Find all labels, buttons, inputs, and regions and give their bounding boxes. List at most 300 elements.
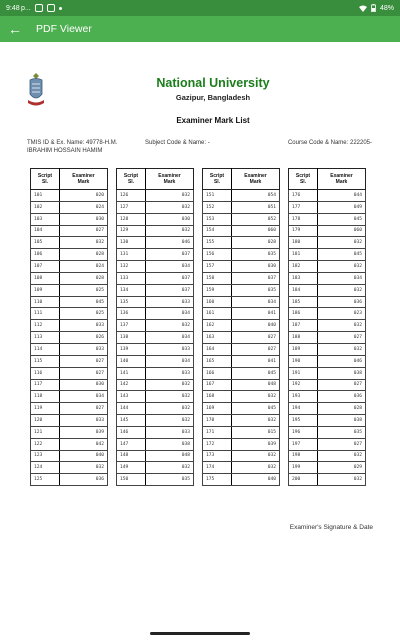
table-row [117,391,194,403]
examiner-mark-cell: 044 [318,190,366,202]
examiner-mark-cell: 037 [146,272,194,284]
script-sl-cell: 108 [31,272,60,284]
examiner-mark-cell: 029 [318,462,366,474]
table-row [31,332,108,344]
table-row [203,415,280,427]
examiner-mark-cell: 027 [232,343,280,355]
table-row [31,237,108,249]
examiner-mark-cell: 038 [318,367,366,379]
script-sl-cell: 141 [117,367,146,379]
wifi-icon [359,5,367,12]
examiner-mark-cell: 030 [60,379,108,391]
table-row [289,261,366,273]
table-row [31,249,108,261]
examiner-mark-cell: 032 [318,474,366,486]
examiner-mark-header-line1: Examiner [330,172,353,179]
script-sl-cell: 114 [31,343,60,355]
script-sl-cell: 117 [31,379,60,391]
examiner-mark-cell: 032 [318,450,366,462]
examiner-mark-cell: 060 [318,225,366,237]
table-row [203,225,280,237]
examiner-mark-cell: 045 [60,296,108,308]
examiner-mark-cell: 045 [232,403,280,415]
table-row [117,272,194,284]
mark-table-4 [288,168,366,486]
script-sl-cell: 159 [203,284,232,296]
script-sl-cell: 133 [117,272,146,284]
examiner-mark-cell: 035 [232,284,280,296]
script-sl-cell: 116 [31,367,60,379]
script-sl-cell: 135 [117,296,146,308]
table-row [203,320,280,332]
script-sl-cell: 161 [203,308,232,320]
script-sl-cell: 173 [203,450,232,462]
script-sl-cell: 137 [117,320,146,332]
battery-level: 48% [379,4,394,12]
examiner-mark-cell: 039 [60,426,108,438]
examiner-mark-header [146,169,194,190]
script-sl-cell: 106 [31,249,60,261]
script-sl-cell: 183 [289,272,318,284]
table-row [31,450,108,462]
table-row [289,438,366,450]
script-sl-cell: 199 [289,462,318,474]
app-title: PDF Viewer [36,23,92,35]
examiner-mark-cell: 037 [232,272,280,284]
table-row [31,261,108,273]
script-sl-cell: 185 [289,296,318,308]
status-bar [0,0,400,16]
examiner-mark-cell: 030 [232,261,280,273]
script-sl-cell: 120 [31,415,60,427]
script-sl-cell: 182 [289,261,318,273]
examiner-mark-cell: 046 [146,237,194,249]
examiner-mark-cell: 033 [146,367,194,379]
table-row [31,308,108,320]
table-row [203,474,280,486]
examiner-mark-header-line1: Examiner [72,172,95,179]
table-row [289,379,366,391]
script-sl-cell: 144 [117,403,146,415]
script-sl-header-line1: Script [123,172,139,179]
examiner-mark-cell: 046 [318,355,366,367]
examiner-mark-cell: 045 [318,213,366,225]
table-row [289,272,366,284]
table-row [117,249,194,261]
examiner-mark-cell: 039 [232,438,280,450]
script-sl-header [117,169,146,190]
examiner-mark-cell: 040 [232,320,280,332]
script-sl-cell: 180 [289,237,318,249]
examiner-mark-header-line2: Mark [163,179,176,185]
examiner-mark-cell: 045 [318,249,366,261]
examiner-mark-cell: 032 [318,284,366,296]
examiner-mark-cell: 032 [146,415,194,427]
table-row [289,367,366,379]
mark-table-2 [116,168,194,486]
table-header-row [117,169,194,190]
table-row [117,320,194,332]
status-time: 9:48 p... [6,4,31,12]
script-sl-cell: 130 [117,237,146,249]
navigation-bar [0,628,400,640]
table-row [203,201,280,213]
script-sl-cell: 171 [203,426,232,438]
table-row [289,355,366,367]
examiner-mark-cell: 027 [60,355,108,367]
examiner-mark-cell: 020 [60,190,108,202]
table-row [289,332,366,344]
table-row [117,332,194,344]
script-sl-cell: 157 [203,261,232,273]
examiner-mark-cell: 032 [232,462,280,474]
examiner-mark-cell: 033 [146,426,194,438]
script-sl-cell: 129 [117,225,146,237]
examiner-mark-cell: 048 [232,379,280,391]
examiner-mark-cell: 027 [60,403,108,415]
examiner-name: IBRAHIM HOSSAIN HAMIM [27,148,103,154]
table-row [203,261,280,273]
script-sl-cell: 122 [31,438,60,450]
script-sl-cell: 143 [117,391,146,403]
examiner-mark-cell: 036 [318,391,366,403]
table-row [289,284,366,296]
script-sl-cell: 156 [203,249,232,261]
examiner-mark-cell: 035 [318,426,366,438]
script-sl-cell: 107 [31,261,60,273]
examiner-mark-cell: 032 [146,201,194,213]
examiner-mark-header-line1: Examiner [244,172,267,179]
script-sl-cell: 195 [289,415,318,427]
university-location: Gazipur, Bangladesh [175,93,251,102]
table-row [117,308,194,320]
table-row [117,367,194,379]
examiner-mark-cell: 034 [146,261,194,273]
table-row [31,213,108,225]
table-row [31,367,108,379]
script-sl-cell: 191 [289,367,318,379]
examiner-mark-cell: 052 [232,213,280,225]
examiner-mark-cell: 054 [232,190,280,202]
script-sl-cell: 184 [289,284,318,296]
examiner-mark-cell: 051 [232,201,280,213]
script-sl-cell: 132 [117,261,146,273]
table-row [203,332,280,344]
examiner-mark-cell: 028 [318,403,366,415]
table-row [31,201,108,213]
examiner-mark-cell: 032 [60,237,108,249]
script-sl-cell: 104 [31,225,60,237]
university-name: National University [156,76,270,90]
table-row [289,343,366,355]
examiner-mark-cell: 027 [318,379,366,391]
back-button[interactable] [0,16,30,42]
script-sl-cell: 110 [31,296,60,308]
examiner-mark-cell: 032 [318,237,366,249]
script-sl-cell: 193 [289,391,318,403]
script-sl-header-line2: Sl. [213,179,221,185]
examiner-mark-cell: 038 [318,415,366,427]
table-row [117,225,194,237]
table-row [289,320,366,332]
table-row [31,438,108,450]
examiner-mark-cell: 037 [146,284,194,296]
examiner-signature-label: Examiner's Signature & Date [289,524,373,531]
table-row [289,426,366,438]
script-sl-header-line2: Sl. [299,179,307,185]
examiner-mark-cell: 034 [146,355,194,367]
table-row [31,296,108,308]
examiner-mark-cell: 030 [60,213,108,225]
script-sl-cell: 165 [203,355,232,367]
examiner-mark-cell: 025 [60,284,108,296]
tmis-examiner-label: TMIS ID & Ex. Name: 49778-H.M. [27,140,118,146]
examiner-mark-cell: 033 [146,343,194,355]
table-row [289,296,366,308]
script-sl-cell: 123 [31,450,60,462]
examiner-mark-cell: 060 [232,225,280,237]
table-row [289,213,366,225]
examiner-mark-cell: 034 [232,296,280,308]
script-sl-header [289,169,318,190]
script-sl-cell: 179 [289,225,318,237]
script-sl-cell: 163 [203,332,232,344]
table-row [31,355,108,367]
examiner-mark-cell: 032 [318,261,366,273]
mark-table-1 [30,168,108,486]
script-sl-cell: 146 [117,426,146,438]
script-sl-header [203,169,232,190]
table-row [203,343,280,355]
examiner-mark-cell: 027 [60,367,108,379]
subject-label: Subject Code & Name: - [145,140,210,146]
table-row [203,284,280,296]
script-sl-header [31,169,60,190]
table-row [289,391,366,403]
script-sl-cell: 187 [289,320,318,332]
examiner-mark-cell: 023 [318,308,366,320]
script-sl-cell: 127 [117,201,146,213]
examiner-mark-cell: 026 [60,332,108,344]
script-sl-cell: 103 [31,213,60,225]
script-sl-cell: 158 [203,272,232,284]
script-sl-cell: 142 [117,379,146,391]
examiner-mark-cell: 032 [146,391,194,403]
script-sl-cell: 125 [31,474,60,486]
script-sl-cell: 140 [117,355,146,367]
table-row [117,438,194,450]
table-row [31,343,108,355]
examiner-mark-header [232,169,280,190]
script-sl-cell: 167 [203,379,232,391]
gallery-notification-icon [35,4,43,12]
examiner-mark-cell: 027 [318,438,366,450]
table-row [117,296,194,308]
script-sl-cell: 105 [31,237,60,249]
script-sl-cell: 152 [203,201,232,213]
script-sl-cell: 189 [289,343,318,355]
table-row [289,403,366,415]
table-row [203,450,280,462]
script-sl-cell: 112 [31,320,60,332]
examiner-mark-cell: 036 [60,474,108,486]
table-row [289,462,366,474]
examiner-mark-cell: 038 [146,438,194,450]
examiner-mark-cell: 027 [60,225,108,237]
script-sl-cell: 190 [289,355,318,367]
script-sl-cell: 102 [31,201,60,213]
table-row [289,201,366,213]
examiner-mark-header [60,169,108,190]
table-row [203,190,280,202]
table-row [31,462,108,474]
examiner-mark-cell: 035 [146,474,194,486]
examiner-mark-cell: 034 [318,272,366,284]
examiner-mark-cell: 040 [60,450,108,462]
table-row [203,237,280,249]
pdf-page[interactable] [0,42,400,628]
examiner-mark-cell: 015 [232,426,280,438]
examiner-mark-cell: 036 [318,296,366,308]
table-row [203,462,280,474]
table-row [289,190,366,202]
examiner-mark-cell: 030 [146,213,194,225]
examiner-mark-header-line1: Examiner [158,172,181,179]
script-sl-cell: 162 [203,320,232,332]
examiner-mark-header-line2: Mark [77,179,90,185]
script-sl-cell: 196 [289,426,318,438]
script-sl-cell: 121 [31,426,60,438]
examiner-mark-cell: 035 [232,249,280,261]
app-bar [0,16,400,42]
table-row [31,426,108,438]
table-row [117,284,194,296]
examiner-mark-cell: 048 [146,450,194,462]
script-sl-cell: 138 [117,332,146,344]
table-row [31,379,108,391]
script-sl-cell: 186 [289,308,318,320]
table-row [203,272,280,284]
examiner-mark-cell: 034 [146,332,194,344]
examiner-mark-cell: 033 [146,296,194,308]
table-row [203,213,280,225]
script-sl-cell: 128 [117,213,146,225]
table-row [117,403,194,415]
back-arrow-icon: ← [8,21,22,37]
script-sl-cell: 154 [203,225,232,237]
script-sl-cell: 113 [31,332,60,344]
table-row [289,415,366,427]
table-row [117,201,194,213]
home-gesture-handle[interactable] [150,632,250,635]
script-sl-cell: 101 [31,190,60,202]
camera-notification-icon [47,4,55,12]
examiner-mark-cell: 032 [146,403,194,415]
script-sl-cell: 111 [31,308,60,320]
script-sl-cell: 145 [117,415,146,427]
table-row [203,249,280,261]
script-sl-cell: 178 [289,213,318,225]
script-sl-cell: 198 [289,450,318,462]
table-row [31,403,108,415]
examiner-mark-cell: 040 [232,474,280,486]
examiner-mark-cell: 032 [318,320,366,332]
script-sl-cell: 168 [203,391,232,403]
script-sl-cell: 172 [203,438,232,450]
script-sl-header-line2: Sl. [41,179,49,185]
table-row [117,237,194,249]
examiner-mark-cell: 033 [60,415,108,427]
examiner-mark-cell: 037 [146,249,194,261]
examiner-mark-cell: 041 [232,355,280,367]
examiner-mark-cell: 032 [146,462,194,474]
script-sl-cell: 175 [203,474,232,486]
table-row [31,474,108,486]
table-row [31,415,108,427]
script-sl-cell: 147 [117,438,146,450]
table-row [289,225,366,237]
script-sl-cell: 131 [117,249,146,261]
examiner-mark-cell: 027 [232,332,280,344]
table-row [203,367,280,379]
table-row [117,415,194,427]
table-row [203,355,280,367]
table-row [31,284,108,296]
script-sl-cell: 136 [117,308,146,320]
table-row [289,308,366,320]
course-label: Course Code & Name: 222205- [287,140,372,146]
table-row [203,308,280,320]
table-row [117,450,194,462]
examiner-mark-header-line2: Mark [335,179,348,185]
table-row [117,343,194,355]
table-header-row [31,169,108,190]
script-sl-cell: 188 [289,332,318,344]
script-sl-header-line2: Sl. [127,179,135,185]
script-sl-cell: 134 [117,284,146,296]
script-sl-cell: 174 [203,462,232,474]
script-sl-cell: 139 [117,343,146,355]
examiner-mark-cell: 032 [60,462,108,474]
examiner-mark-header-line2: Mark [249,179,262,185]
table-row [203,403,280,415]
table-row [117,190,194,202]
table-row [203,296,280,308]
examiner-mark-cell: 033 [60,320,108,332]
script-sl-cell: 166 [203,367,232,379]
examiner-mark-cell: 032 [146,190,194,202]
examiner-mark-cell: 024 [60,261,108,273]
examiner-mark-cell: 042 [60,438,108,450]
script-sl-cell: 109 [31,284,60,296]
script-sl-header-line1: Script [295,172,311,179]
table-row [117,379,194,391]
examiner-mark-cell: 034 [60,391,108,403]
script-sl-cell: 151 [203,190,232,202]
script-sl-cell: 170 [203,415,232,427]
table-row [117,261,194,273]
script-sl-header-line1: Script [209,172,225,179]
mark-table-3 [202,168,280,486]
table-row [289,474,366,486]
examiner-mark-header [318,169,366,190]
script-sl-cell: 149 [117,462,146,474]
script-sl-cell: 169 [203,403,232,415]
examiner-mark-cell: 032 [146,225,194,237]
script-sl-cell: 197 [289,438,318,450]
script-sl-cell: 148 [117,450,146,462]
examiner-mark-cell: 049 [318,201,366,213]
